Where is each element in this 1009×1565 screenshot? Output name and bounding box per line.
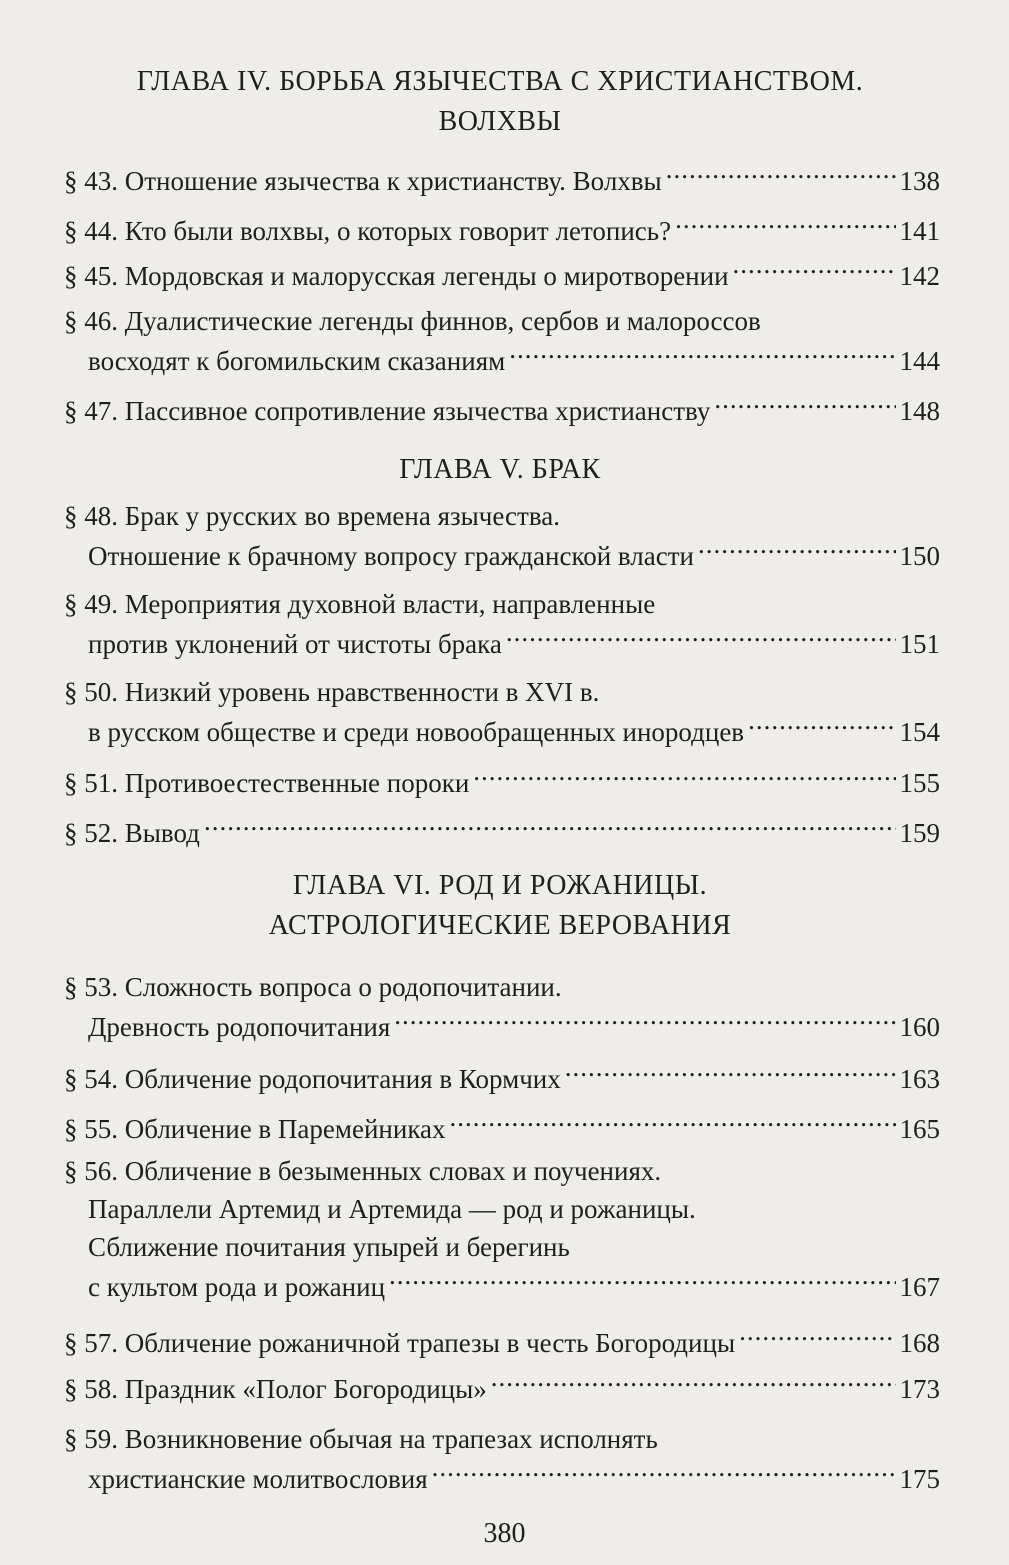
entry-title: § 49. Мероприятия духовной власти, направленные xyxy=(64,589,656,619)
toc-entry xyxy=(64,1420,940,1498)
entry-page-number: 142 xyxy=(899,261,940,291)
entry-title-continuation: Отношение к брачному вопросу гражданской власти xyxy=(88,541,694,571)
entry-page-number: 138 xyxy=(899,166,940,196)
entry-title: § 44. Кто были волхвы, о которых говорит летопись? xyxy=(64,216,672,246)
entry-title-continuation: Сближение почитания упырей и берегинь xyxy=(88,1232,570,1262)
entry-page-number: 150 xyxy=(899,541,940,571)
dot-leader xyxy=(389,1266,895,1296)
entry-title: § 43. Отношение язычества к христианству. Волхвы xyxy=(64,166,662,196)
toc-entry xyxy=(64,812,940,852)
chapter-heading xyxy=(70,62,930,142)
dot-leader xyxy=(450,1108,896,1138)
toc-entry xyxy=(64,762,940,802)
entry-page-number: 175 xyxy=(899,1464,940,1494)
entry-page-number: 167 xyxy=(899,1272,940,1302)
toc-entry xyxy=(64,1322,940,1362)
entry-title-continuation: христианские молитвословия xyxy=(88,1464,428,1494)
entry-title: § 51. Противоестественные пороки xyxy=(64,768,470,798)
entry-title-continuation: Параллели Артемид и Артемида — род и рожаницы. xyxy=(88,1194,696,1224)
dot-leader xyxy=(666,160,896,190)
dot-leader xyxy=(491,1368,896,1398)
entry-title: § 47. Пассивное сопротивление язычества христианству xyxy=(64,396,711,426)
dot-leader xyxy=(565,1058,896,1088)
chapter-title-line: ГЛАВА IV. БОРЬБА ЯЗЫЧЕСТВА С ХРИСТИАНСТВОМ. xyxy=(136,66,864,97)
toc-entry xyxy=(64,160,940,200)
toc-entry xyxy=(64,968,940,1046)
page-number: 380 xyxy=(483,1518,526,1549)
dot-leader xyxy=(748,711,895,741)
chapter-title-line: ГЛАВА VI. РОД И РОЖАНИЦЫ. xyxy=(292,870,708,901)
entry-title-continuation: против уклонений от чистоты брака xyxy=(88,629,502,659)
chapter-heading xyxy=(70,450,930,490)
entry-page-number: 151 xyxy=(899,629,940,659)
dot-leader xyxy=(739,1322,895,1352)
entry-title-continuation: с культом рода и рожаниц xyxy=(88,1272,386,1302)
entry-title: § 50. Низкий уровень нравственности в XVI в. xyxy=(64,677,600,707)
entry-title: § 59. Возникновение обычая на трапезах исполнять xyxy=(64,1424,658,1454)
entry-title: § 57. Обличение рожаничной трапезы в честь Богородицы xyxy=(64,1328,736,1358)
entry-title: § 48. Брак у русских во времена язычества. xyxy=(64,501,560,531)
entry-title: § 52. Вывод xyxy=(64,818,200,848)
chapter-title-line: ГЛАВА V. БРАК xyxy=(399,454,601,485)
entry-title: § 54. Обличение родопочитания в Кормчих xyxy=(64,1064,561,1094)
entry-page-number: 155 xyxy=(899,768,940,798)
entry-title-continuation: Древность родопочитания xyxy=(88,1012,391,1042)
dot-leader xyxy=(473,762,895,792)
entry-page-number: 165 xyxy=(899,1114,940,1144)
dot-leader xyxy=(506,623,896,653)
entry-page-number: 160 xyxy=(899,1012,940,1042)
entry-page-number: 168 xyxy=(899,1328,940,1358)
toc-entry xyxy=(64,1058,940,1098)
toc-entry xyxy=(64,255,940,295)
dot-leader xyxy=(733,255,896,285)
dot-leader xyxy=(432,1458,896,1488)
entry-title: § 45. Мордовская и малорусская легенды о миротворении xyxy=(64,261,729,291)
entry-page-number: 159 xyxy=(899,818,940,848)
dot-leader xyxy=(204,812,896,842)
entry-page-number: 154 xyxy=(899,717,940,747)
entry-title: § 53. Сложность вопроса о родопочитании. xyxy=(64,972,562,1002)
entry-page-number: 148 xyxy=(899,396,940,426)
dot-leader xyxy=(698,535,896,565)
toc-entry xyxy=(64,497,940,575)
chapter-title-line: АСТРОЛОГИЧЕСКИЕ ВЕРОВАНИЯ xyxy=(268,910,732,941)
chapter-title-line: ВОЛХВЫ xyxy=(438,106,562,137)
entry-title: § 56. Обличение в безыменных словах и поучениях. xyxy=(64,1156,662,1186)
toc-entry xyxy=(64,1152,940,1306)
entry-title: § 58. Праздник «Полог Богородицы» xyxy=(64,1374,487,1404)
entry-page-number: 141 xyxy=(899,216,940,246)
entry-title-continuation: в русском обществе и среди новообращенных инородцев xyxy=(88,717,745,747)
dot-leader xyxy=(509,340,895,370)
toc-entry xyxy=(64,1108,940,1148)
toc-entry xyxy=(64,390,940,430)
toc-entry xyxy=(64,302,940,380)
toc-entry xyxy=(64,1368,940,1408)
toc-entry xyxy=(64,673,940,751)
entry-page-number: 163 xyxy=(899,1064,940,1094)
dot-leader xyxy=(714,390,895,420)
entry-page-number: 144 xyxy=(899,346,940,376)
toc-entry xyxy=(64,210,940,250)
chapter-heading xyxy=(70,866,930,946)
dot-leader xyxy=(394,1006,895,1036)
toc-entry xyxy=(64,585,940,663)
entry-title: § 55. Обличение в Паремейниках xyxy=(64,1114,446,1144)
entry-title: § 46. Дуалистические легенды финнов, сербов и малороссов xyxy=(64,306,761,336)
entry-page-number: 173 xyxy=(899,1374,940,1404)
dot-leader xyxy=(675,210,895,240)
entry-title-continuation: восходят к богомильским сказаниям xyxy=(88,346,506,376)
